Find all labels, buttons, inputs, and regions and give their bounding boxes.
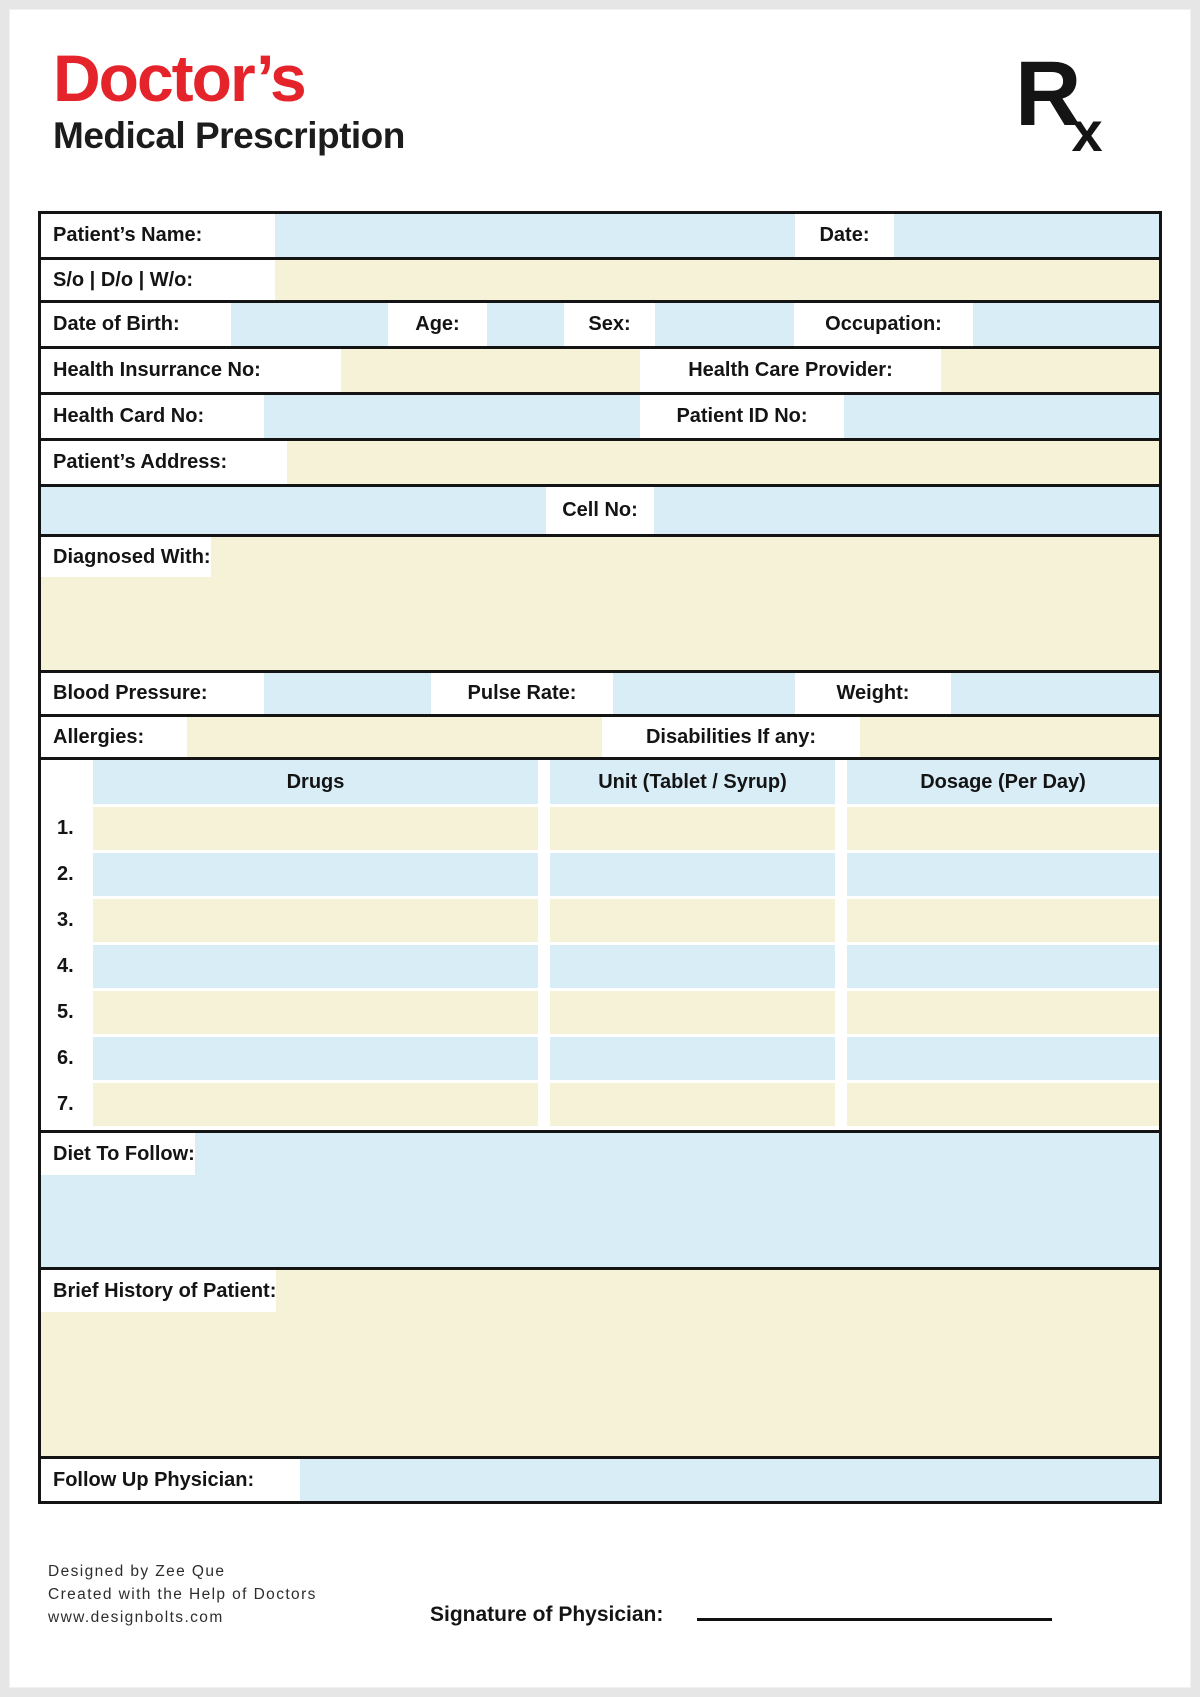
drug-row-number-2: 2. — [41, 853, 81, 896]
drugs-column-header: Drugs — [93, 760, 538, 804]
age-label: Age: — [388, 303, 487, 346]
health-card-label: Health Card No: — [41, 395, 264, 438]
patient-name-field[interactable] — [275, 214, 795, 257]
followup-physician-field[interactable] — [300, 1459, 1159, 1501]
drug-row-number-5: 5. — [41, 991, 81, 1034]
dob-field[interactable] — [231, 303, 388, 346]
age-field[interactable] — [487, 303, 564, 346]
drug-dosage-field-7[interactable] — [847, 1083, 1159, 1126]
prescription-form — [38, 211, 1162, 1504]
brief-history-label: Brief History of Patient: — [41, 1270, 276, 1312]
row-birth-age-sex-occupation — [41, 303, 1159, 349]
brand-logo: Doctor’s — [53, 41, 305, 115]
weight-label: Weight: — [795, 673, 951, 714]
row-patient-name — [41, 214, 1159, 260]
cell-no-label: Cell No: — [546, 487, 654, 534]
drug-name-field-3[interactable] — [93, 899, 538, 942]
dob-label: Date of Birth: — [41, 303, 231, 346]
drug-unit-field-1[interactable] — [550, 807, 835, 850]
designer-credits — [48, 1560, 378, 1629]
drug-unit-field-7[interactable] — [550, 1083, 835, 1126]
drugs-table — [41, 760, 1159, 1133]
sex-field[interactable] — [655, 303, 794, 346]
provider-field[interactable] — [941, 349, 1159, 392]
drug-row-number-1: 1. — [41, 807, 81, 850]
occupation-label: Occupation: — [794, 303, 973, 346]
drug-dosage-field-1[interactable] — [847, 807, 1159, 850]
address-label: Patient’s Address: — [41, 441, 287, 484]
credit-line-3: www.designbolts.com — [48, 1609, 224, 1626]
pulse-rate-label: Pulse Rate: — [431, 673, 613, 714]
date-label: Date: — [795, 214, 894, 257]
dosage-column-header: Dosage (Per Day) — [847, 760, 1159, 804]
diagnosed-with-label: Diagnosed With: — [41, 537, 211, 577]
diet-to-follow-field[interactable] — [41, 1133, 1159, 1270]
drug-dosage-field-3[interactable] — [847, 899, 1159, 942]
brief-history-field[interactable] — [41, 1270, 1159, 1459]
drug-name-field-1[interactable] — [93, 807, 538, 850]
row-address — [41, 441, 1159, 487]
unit-column-header: Unit (Tablet / Syrup) — [550, 760, 835, 804]
rx-icon — [1015, 43, 1125, 173]
drug-row-number-4: 4. — [41, 945, 81, 988]
insurance-field[interactable] — [341, 349, 640, 392]
relation-field[interactable] — [275, 260, 1159, 300]
drug-name-field-6[interactable] — [93, 1037, 538, 1080]
credit-line-2: Created with the Help of Doctors — [48, 1586, 317, 1603]
signature-line[interactable] — [697, 1618, 1052, 1621]
allergies-label: Allergies: — [41, 717, 187, 757]
drug-name-field-5[interactable] — [93, 991, 538, 1034]
disabilities-label: Disabilities If any: — [602, 717, 860, 757]
drug-name-field-2[interactable] — [93, 853, 538, 896]
drug-dosage-field-6[interactable] — [847, 1037, 1159, 1080]
signature-label: Signature of Physician: — [430, 1603, 664, 1626]
drug-dosage-field-2[interactable] — [847, 853, 1159, 896]
row-vitals — [41, 673, 1159, 717]
diet-to-follow-label: Diet To Follow: — [41, 1133, 195, 1175]
weight-field[interactable] — [951, 673, 1159, 714]
diagnosed-with-field[interactable] — [41, 537, 1159, 673]
signature-area — [430, 1603, 1162, 1629]
drug-name-field-7[interactable] — [93, 1083, 538, 1126]
drug-unit-field-3[interactable] — [550, 899, 835, 942]
relation-label: S/o | D/o | W/o: — [41, 260, 275, 300]
credit-line-1: Designed by Zee Que — [48, 1563, 226, 1580]
row-allergies — [41, 717, 1159, 760]
rx-letter-x: x — [1071, 100, 1103, 163]
allergies-field[interactable] — [187, 717, 602, 757]
patient-id-label: Patient ID No: — [640, 395, 844, 438]
row-cell-no[interactable] — [41, 487, 1159, 537]
patient-id-field[interactable] — [844, 395, 1159, 438]
header — [9, 9, 1191, 211]
pulse-rate-field[interactable] — [613, 673, 795, 714]
address-field[interactable] — [287, 441, 1159, 484]
date-field[interactable] — [894, 214, 1159, 257]
drug-dosage-field-4[interactable] — [847, 945, 1159, 988]
page-title: Medical Prescription — [53, 115, 405, 156]
drug-name-field-4[interactable] — [93, 945, 538, 988]
footer — [38, 1560, 1162, 1629]
blood-pressure-field[interactable] — [264, 673, 431, 714]
insurance-label: Health Insurrance No: — [41, 349, 341, 392]
drug-dosage-field-5[interactable] — [847, 991, 1159, 1034]
patient-name-label: Patient’s Name: — [41, 214, 275, 257]
drug-row-number-6: 6. — [41, 1037, 81, 1080]
rx-letter-r: R — [1015, 43, 1080, 145]
drug-unit-field-2[interactable] — [550, 853, 835, 896]
drug-unit-field-4[interactable] — [550, 945, 835, 988]
followup-physician-label: Follow Up Physician: — [41, 1459, 300, 1501]
drug-unit-field-5[interactable] — [550, 991, 835, 1034]
disabilities-field[interactable] — [860, 717, 1159, 757]
drug-row-number-7: 7. — [41, 1083, 81, 1126]
row-insurance-provider — [41, 349, 1159, 395]
drug-unit-field-6[interactable] — [550, 1037, 835, 1080]
sex-label: Sex: — [564, 303, 655, 346]
row-relation — [41, 260, 1159, 303]
drugs-number-header-cell — [41, 760, 81, 804]
occupation-field[interactable] — [973, 303, 1159, 346]
blood-pressure-label: Blood Pressure: — [41, 673, 264, 714]
provider-label: Health Care Provider: — [640, 349, 941, 392]
drug-row-number-3: 3. — [41, 899, 81, 942]
health-card-field[interactable] — [264, 395, 640, 438]
row-card-patientid — [41, 395, 1159, 441]
row-followup — [41, 1459, 1159, 1501]
